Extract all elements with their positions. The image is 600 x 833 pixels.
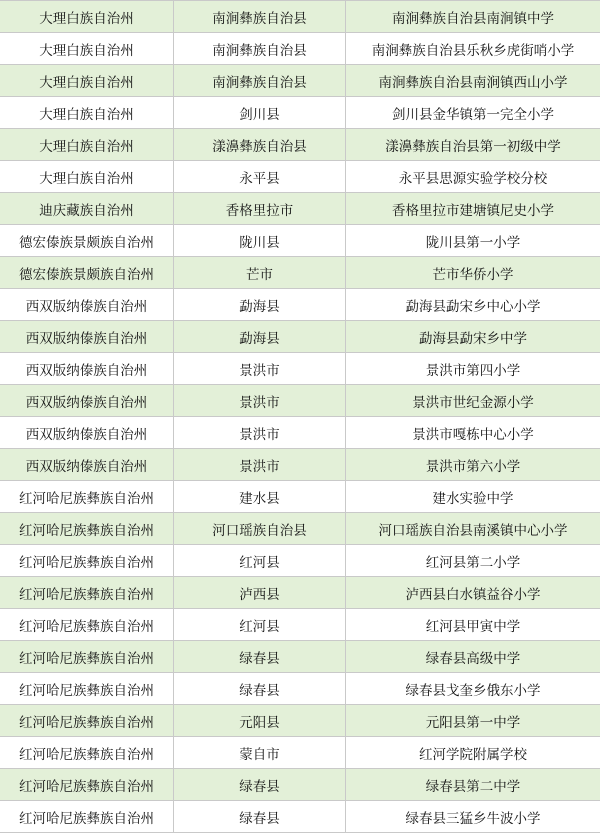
table-row <box>0 481 600 513</box>
school-cell: 绿春县三猛乡牛波小学 <box>405 810 541 827</box>
prefecture-cell: 西双版纳傣族自治州 <box>0 417 174 448</box>
table-row <box>0 65 600 97</box>
table-row <box>0 769 600 801</box>
school-cell: 剑川县金华镇第一完全小学 <box>392 106 554 123</box>
table-row <box>0 417 600 449</box>
table-row <box>0 257 600 289</box>
table-row <box>0 1 600 33</box>
table-row <box>0 737 600 769</box>
prefecture-cell: 红河哈尼族彝族自治州 <box>0 513 174 544</box>
county-cell: 景洪市 <box>174 449 346 480</box>
county-cell: 景洪市 <box>174 417 346 448</box>
table-row <box>0 129 600 161</box>
table-row <box>0 353 600 385</box>
county-cell: 红河县 <box>174 609 346 640</box>
county-cell: 泸西县 <box>174 577 346 608</box>
table-row <box>0 545 600 577</box>
county-cell: 绿春县 <box>174 801 346 832</box>
school-cell: 红河学院附属学校 <box>419 746 527 763</box>
school-cell: 红河县第二小学 <box>425 554 521 571</box>
prefecture-cell: 大理白族自治州 <box>0 161 174 192</box>
prefecture-cell: 大理白族自治州 <box>0 1 174 32</box>
table-row <box>0 225 600 257</box>
school-cell: 南涧彝族自治县南涧镇西山小学 <box>378 74 568 91</box>
county-cell: 河口瑶族自治县 <box>174 513 346 544</box>
county-cell: 漾濞彝族自治县 <box>174 129 346 160</box>
school-cell: 勐海县勐宋乡中学 <box>419 330 527 347</box>
table-row <box>0 801 600 833</box>
county-cell: 勐海县 <box>174 289 346 320</box>
county-cell: 绿春县 <box>174 769 346 800</box>
table-row <box>0 161 600 193</box>
county-cell: 陇川县 <box>174 225 346 256</box>
prefecture-cell: 红河哈尼族彝族自治州 <box>0 769 174 800</box>
school-cell: 香格里拉市建塘镇尼史小学 <box>392 202 554 219</box>
school-cell: 漾濞彝族自治县第一初级中学 <box>385 138 561 155</box>
county-cell: 勐海县 <box>174 321 346 352</box>
prefecture-cell: 红河哈尼族彝族自治州 <box>0 705 174 736</box>
county-cell: 南涧彝族自治县 <box>174 1 346 32</box>
county-cell: 建水县 <box>174 481 346 512</box>
prefecture-cell: 红河哈尼族彝族自治州 <box>0 577 174 608</box>
school-cell: 建水实验中学 <box>432 490 514 507</box>
table-row <box>0 513 600 545</box>
prefecture-cell: 大理白族自治州 <box>0 65 174 96</box>
prefecture-cell: 德宏傣族景颇族自治州 <box>0 225 174 256</box>
county-cell: 南涧彝族自治县 <box>174 65 346 96</box>
prefecture-cell: 红河哈尼族彝族自治州 <box>0 641 174 672</box>
table-row <box>0 641 600 673</box>
county-cell: 元阳县 <box>174 705 346 736</box>
school-cell: 芒市华侨小学 <box>432 266 514 283</box>
prefecture-cell: 德宏傣族景颇族自治州 <box>0 257 174 288</box>
prefecture-cell: 大理白族自治州 <box>0 97 174 128</box>
table-row <box>0 33 600 65</box>
school-cell: 泸西县白水镇益谷小学 <box>405 586 541 603</box>
table-row <box>0 97 600 129</box>
table-row <box>0 577 600 609</box>
county-cell: 永平县 <box>174 161 346 192</box>
school-cell: 永平县思源实验学校分校 <box>398 170 548 187</box>
school-cell: 河口瑶族自治县南溪镇中心小学 <box>378 522 568 539</box>
school-cell: 南涧彝族自治县南涧镇中学 <box>392 10 554 27</box>
county-cell: 蒙自市 <box>174 737 346 768</box>
county-cell: 景洪市 <box>174 353 346 384</box>
prefecture-cell: 红河哈尼族彝族自治州 <box>0 801 174 832</box>
school-cell: 陇川县第一小学 <box>425 234 521 251</box>
table-row <box>0 321 600 353</box>
school-cell: 绿春县高级中学 <box>425 650 521 667</box>
county-cell: 红河县 <box>174 545 346 576</box>
table-row <box>0 289 600 321</box>
prefecture-cell: 西双版纳傣族自治州 <box>0 385 174 416</box>
table-row <box>0 705 600 737</box>
county-cell: 芒市 <box>174 257 346 288</box>
prefecture-cell: 大理白族自治州 <box>0 129 174 160</box>
prefecture-cell: 西双版纳傣族自治州 <box>0 289 174 320</box>
county-cell: 南涧彝族自治县 <box>174 33 346 64</box>
prefecture-cell: 西双版纳傣族自治州 <box>0 449 174 480</box>
county-cell: 香格里拉市 <box>174 193 346 224</box>
school-cell: 景洪市第六小学 <box>425 458 521 475</box>
prefecture-cell: 红河哈尼族彝族自治州 <box>0 737 174 768</box>
school-cell: 景洪市嘎栋中心小学 <box>412 426 534 443</box>
prefecture-cell: 迪庆藏族自治州 <box>0 193 174 224</box>
county-cell: 景洪市 <box>174 385 346 416</box>
county-cell: 绿春县 <box>174 641 346 672</box>
table-row <box>0 609 600 641</box>
school-cell: 南涧彝族自治县乐秋乡虎街哨小学 <box>371 42 575 59</box>
table-row <box>0 449 600 481</box>
county-cell: 绿春县 <box>174 673 346 704</box>
school-cell: 红河县甲寅中学 <box>425 618 521 635</box>
table-row <box>0 193 600 225</box>
prefecture-cell: 西双版纳傣族自治州 <box>0 321 174 352</box>
prefecture-cell: 红河哈尼族彝族自治州 <box>0 673 174 704</box>
school-cell: 绿春县第二中学 <box>425 778 521 795</box>
prefecture-cell: 红河哈尼族彝族自治州 <box>0 545 174 576</box>
school-cell: 勐海县勐宋乡中心小学 <box>405 298 541 315</box>
table-row <box>0 673 600 705</box>
school-cell: 元阳县第一中学 <box>425 714 521 731</box>
school-cell: 绿春县戈奎乡俄东小学 <box>405 682 541 699</box>
prefecture-cell: 红河哈尼族彝族自治州 <box>0 481 174 512</box>
table-row <box>0 385 600 417</box>
prefecture-cell: 大理白族自治州 <box>0 33 174 64</box>
school-cell: 景洪市第四小学 <box>425 362 521 379</box>
county-cell: 剑川县 <box>174 97 346 128</box>
prefecture-cell: 西双版纳傣族自治州 <box>0 353 174 384</box>
prefecture-cell: 红河哈尼族彝族自治州 <box>0 609 174 640</box>
school-cell: 景洪市世纪金源小学 <box>412 394 534 411</box>
